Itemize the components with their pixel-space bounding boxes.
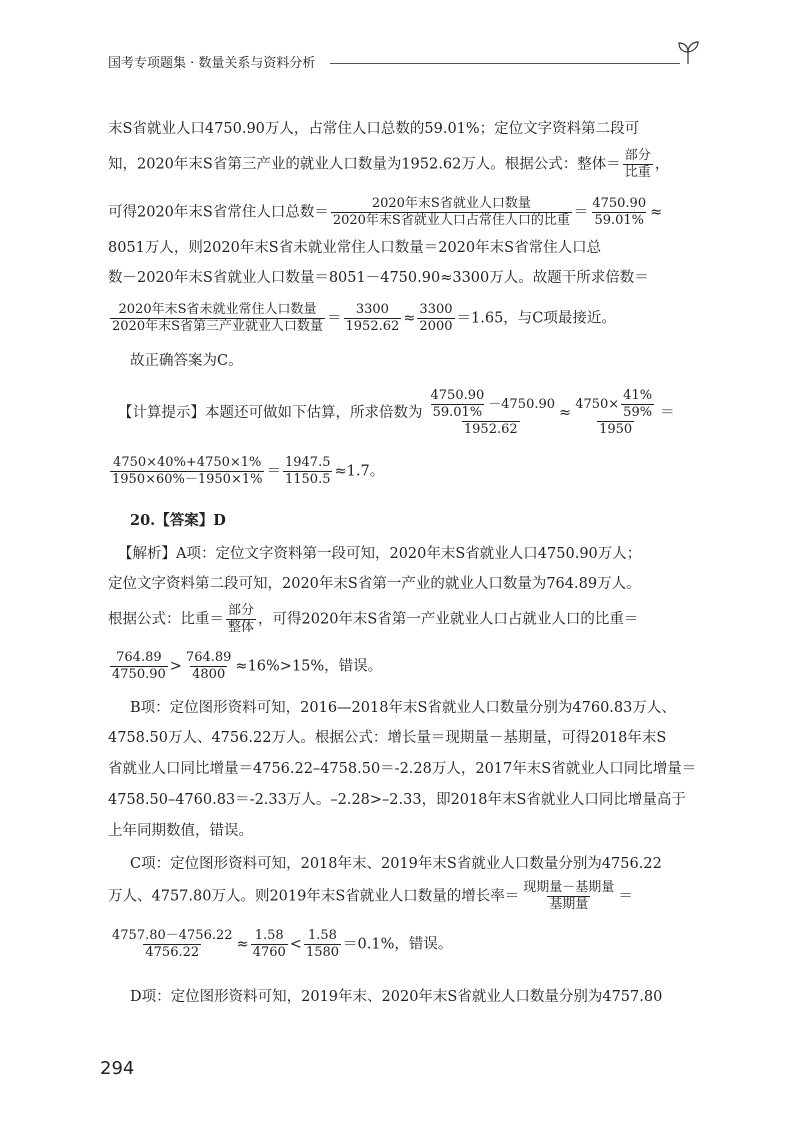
- text-line: 4758.50万人、4756.22万人。根据公式：增长量＝现期量－基期量，可得2018年末S: [108, 730, 667, 746]
- fraction: $\frac{3300}{1952.62}$: [345, 302, 400, 334]
- text-line: 数－2020年末S省就业人口数量＝8051－4750.90≈3300万人。故题干所求倍数＝: [108, 270, 649, 286]
- fraction: $\frac{4750.90}{59.01\%}$: [592, 196, 647, 228]
- fraction: $\frac{\text{现期量－基期量}}{\text{基期量}}$: [523, 880, 615, 912]
- fraction: $\frac{4757.80-4756.22}{4756.22}$: [112, 928, 233, 960]
- fraction: $\frac{3300}{2000}$: [419, 302, 453, 334]
- text-line: B项：定位图形资料可知，2016—2018年末S省就业人口数量分别为4760.83万人、: [130, 700, 676, 716]
- text-line: 上年同期数值，错误。: [108, 823, 253, 839]
- text-line: $\frac{764.89}{4750.90}$ > $\frac{764.89}{4800}$ ≈16%>15%，错误。: [112, 650, 383, 682]
- text-line: D项：定位图形资料可知，2019年末、2020年末S省就业人口数量分别为4757.80: [130, 989, 663, 1005]
- fraction: $\frac{\text{部分}}{\text{整体}}$: [228, 603, 255, 635]
- text-line: C项：定位图形资料可知，2018年末、2019年末S省就业人口数量分别为4756.22: [130, 856, 662, 872]
- fraction: $\frac{4750.90}{59.01\%}$ －4750.90 1952.62: [430, 388, 556, 437]
- text-line: 万人、4757.80万人。则2019年末S省就业人口数量的增长率＝ $\frac{\text{现期量－基期量}}{\text{基期量}}$ ＝: [108, 880, 633, 912]
- fraction: 4750× $\frac{41\%}{59\%}$ 1950: [575, 388, 653, 437]
- text-line: 8051万人，则2020年末S省未就业常住人口数量＝2020年末S省常住人口总: [108, 240, 602, 256]
- text-line: 定位文字资料第二段可知，2020年末S省第一产业的就业人口数量为764.89万人。: [108, 576, 641, 592]
- text-line: 4758.50–4760.83＝-2.33万人。–2.28>–2.33，即2018年末S省就业人口同比增量高于: [108, 792, 686, 808]
- fraction: $\frac{1.58}{1580}$: [305, 928, 340, 960]
- text-line: 【解析】A项：定位文字资料第一段可知，2020年末S省就业人口4750.90万人；: [118, 546, 642, 562]
- fraction: $\frac{41\%}{59\%}$: [623, 388, 653, 420]
- leaf-icon: [673, 38, 703, 68]
- text-line: 省就业人口同比增量＝4756.22–4758.50＝-2.28万人，2017年末S省就业人口同比增量＝: [108, 761, 697, 777]
- text-line: 故正确答案为C。: [130, 353, 243, 369]
- page-number: 294: [100, 1058, 135, 1079]
- fraction: $\frac{1.58}{4760}$: [252, 928, 286, 960]
- fraction: $\frac{4750.90}{59.01\%}$: [430, 388, 485, 420]
- text-line: $\frac{\text{2020年末S省未就业常住人口数量}}{\text{2020年末S省第三产业就业人口数量}}$ ＝ $\frac{3300}{1952.62}$ ≈ $\frac{3300}{2000}$ ＝1.65，与C项最接近。: [112, 302, 616, 334]
- text-line: 末S省就业人口4750.90万人，占常住人口总数的59.01%；定位文字资料第二段可: [108, 121, 640, 137]
- fraction: $\frac{4750\times 40\%+4750\times 1\%}{1950\times 60\%-1950\times 1\%}$: [112, 455, 263, 487]
- fraction: $\frac{764.89}{4750.90}$: [112, 650, 166, 682]
- fraction: $\frac{\text{2020年末S省就业人口数量}}{\text{2020年末S省就业人口占常住人口的比重}}$: [332, 196, 570, 228]
- fraction: $\frac{1947.5}{1150.5}$: [284, 455, 331, 487]
- text-line: 可得2020年末S省常住人口总数＝ $\frac{\text{2020年末S省就业人口数量}}{\text{2020年末S省就业人口占常住人口的比重}}$ ＝ $\frac{4750.90}{59.01\%}$ ≈: [108, 196, 663, 228]
- fraction: $\frac{\text{2020年末S省未就业常住人口数量}}{\text{2020年末S省第三产业就业人口数量}}$: [112, 302, 323, 334]
- answer-heading: 20.【答案】D: [130, 512, 226, 529]
- fraction: $\frac{764.89}{4800}$: [185, 650, 232, 682]
- fraction: $\frac{\text{部分}}{\text{比重}}$: [624, 148, 651, 180]
- text-line: 知，2020年末S省第三产业的就业人口数量为1952.62万人。根据公式：整体＝ $\frac{\text{部分}}{\text{比重}}$ ，: [108, 148, 670, 180]
- text-line: 根据公式：比重＝ $\frac{\text{部分}}{\text{整体}}$ ，可得2020年末S省第一产业就业人口占就业人口的比重＝: [108, 603, 639, 635]
- text-line: $\frac{4757.80-4756.22}{4756.22}$ ≈ $\frac{1.58}{4760}$ < $\frac{1.58}{1580}$ ＝0.1%，错误。: [112, 928, 453, 960]
- running-header: 国考专项题集 · 数量关系与资料分析: [108, 56, 316, 71]
- text-line: $\frac{4750\times 40\%+4750\times 1\%}{1950\times 60\%-1950\times 1\%}$ ＝ $\frac{1947.5}{1150.5}$ ≈1.7。: [112, 455, 385, 487]
- header-rule: [330, 63, 680, 64]
- text-line: 【计算提示】本题还可做如下估算，所求倍数为 $\frac{4750.90}{59.01\%}$ －4750.90 1952.62 ≈ 4750× $\frac{41\%}{59\%}$ 1950 ＝: [118, 388, 675, 437]
